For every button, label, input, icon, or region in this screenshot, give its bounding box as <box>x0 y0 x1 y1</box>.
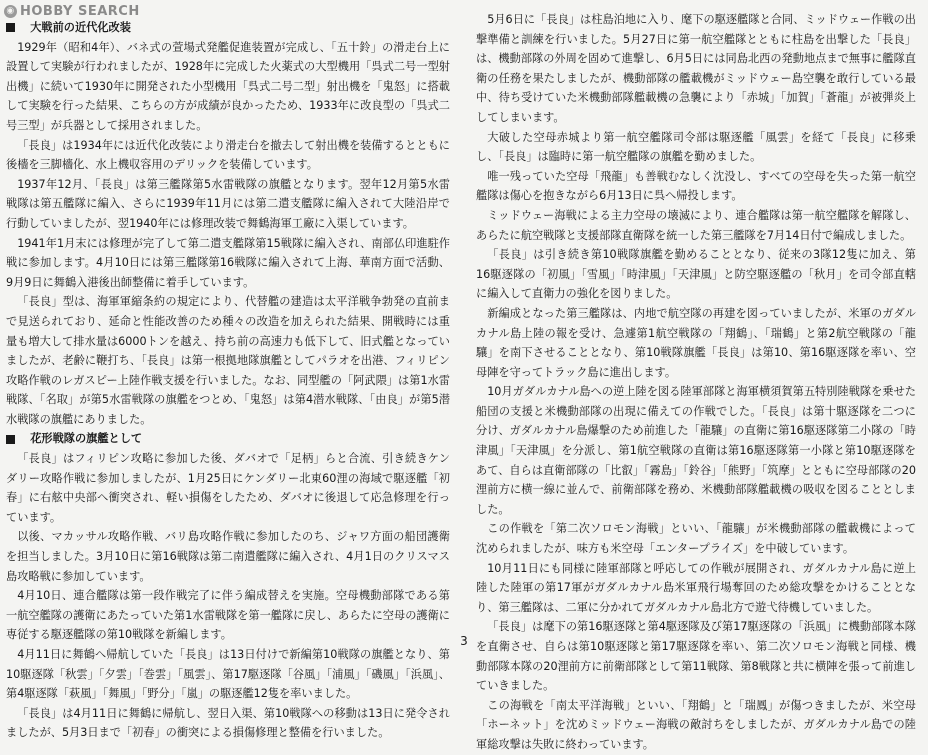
left-column <box>6 18 450 740</box>
paragraph: 1929年（昭和4年）、バネ式の萱場式発艦促進装置が完成し、「五十鈴」の滑走台上に設置して実験が行われましたが、1928年に完成した火薬式の大型機用「呉式二号一型射出機」に続いて1930年に開発された小型機用「呉式二号二型」射出機を「鬼怒」に搭載して実験を行った結果、こちらの方が成績が良かったため、1933年に改良型の「呉式二号三型」が兵器として採用されました。 <box>6 40 450 132</box>
paragraph: 新編成となった第三艦隊は、内地で航空隊の再建を図っていましたが、米軍のガダルカナル島上陸の報を受け、急遽第1航空戦隊の「翔鶴」、「瑞鶴」と第2航空戦隊の「龍驤」を南下させることとなり、第10戦隊旗艦「長良」は第10、第16駆逐隊を率い、空母陣を守ってトラック島に進出します。 <box>476 306 916 379</box>
paragraph: 4月11日に舞鶴へ帰航していた「長良」は13日付けで新編第10戦隊の旗艦となり、第10駆逐隊「秋雲」「夕雲」「巻雲」「風雲」、第17駆逐隊「谷風」「浦風」「磯風」「浜風」、第4駆逐隊「萩風」「舞風」「野分」「嵐」の駆逐艦12隻を率いました。 <box>6 648 450 701</box>
paragraph: 大破した空母赤城より第一航空艦隊司令部は駆逐艦「風雲」を経て「長良」に移乗し、「長良」は臨時に第一航空艦隊の旗艦を勤めました。 <box>476 130 916 164</box>
logo-icon: ◉ <box>4 5 17 18</box>
paragraph: ミッドウェー海戦による主力空母の壊滅により、連合艦隊は第一航空艦隊を解隊し、あらたに航空戦隊と支援部隊直衛隊を統一した第三艦隊を7月14日付で編成しました。 <box>476 208 916 242</box>
logo-text: HOBBY SEARCH <box>20 3 140 19</box>
paragraph: 「長良」は4月11日に舞鶴に帰航し、翌日入渠、第10戦隊への移動は13日に発令されましたが、5月3日まで「初春」の衝突による損傷修理と整備を行いました。 <box>6 706 450 740</box>
section-heading: 花形戦隊の旗艦として <box>6 429 450 449</box>
paragraph: 10月ガダルカナル島への逆上陸を図る陸軍部隊と海軍横須賀第五特別陸戦隊を乗せた船団の支援と米機動部隊の出現に備えての作戦でした。「長良」は第十駆逐隊を二つに分け、ガダルカナル島爆撃のため前進した「龍驤」の直衛に第16駆逐隊第二小隊の「時津風」「天津風」を分派し、第1航空戦隊の直衛は第16駆逐隊第一小隊と第10駆逐隊をあて、自らは直衛部隊の「比叡」「霧島」「鈴谷」「熊野」「筑摩」とともに空母部隊の20浬前方に横一線に並んで、前衛部隊を務め、米機動部隊艦載機の吸収を図ることとしました。 <box>476 385 916 516</box>
section-heading: 大戦前の近代化改装 <box>6 18 450 38</box>
right-column <box>476 10 916 751</box>
paragraph: 1941年1月末には修理が完了して第二遣支艦隊第15戦隊に編入され、南部仏印進駐作戦に参加します。4月10日には第三艦隊第16戦隊に編入されて上海、華南方面で活動、9月9日に舞鶴入港後出師整備に着手しています。 <box>6 236 450 289</box>
square-bullet-icon <box>6 23 15 32</box>
paragraph: 4月10日、連合艦隊は第一段作戦完了に伴う編成替えを実施。空母機動部隊である第一航空艦隊の護衛にあたっていた第1水雷戦隊を第一艦隊に戻し、あらたに空母の護衛に専従する駆逐艦隊の第10戦隊を新編します。 <box>6 589 450 642</box>
paragraph: 唯一残っていた空母「飛龍」も善戦むなしく沈没し、すべての空母を失った第一航空艦隊は傷心を抱きながら6月13日に呉へ帰投します。 <box>476 169 916 203</box>
paragraph: 10月11日にも同様に陸軍部隊と呼応しての作戦が展開され、ガダルカナル島に逆上陸した陸軍の第17軍がガダルカナル島米軍飛行場奪回のため総攻撃をかけることとなり、第三艦隊は、二軍に分かれてガダルカナル島北方で遊弋待機していました。 <box>476 561 916 614</box>
paragraph: 「長良」は引き続き第10戦隊旗艦を勤めることとなり、従来の3隊12隻に加え、第16駆逐隊の「初風」「雪風」「時津風」「天津風」と防空駆逐艦の「秋月」を司令部直轄に編入して直衛力の強化を図りました。 <box>476 248 916 301</box>
square-bullet-icon <box>6 435 15 444</box>
paragraph: 「長良」型は、海軍軍縮条約の規定により、代替艦の建造は太平洋戦争勃発の直前まで見送られており、延命と性能改善のため種々の改造を加えられた結果、開戦時には重量も増大して排水量は6000トンを越え、持ち前の高速力も低下して、旧式艦となっていましたが、老齢に鞭打ち、「長良」は第一根拠地隊旗艦としてパラオを出港、フィリピン攻略作戦のレガスピー上陸作戦支援を行いました。なお、同型艦の「阿武隈」は第1水雷戦隊、「名取」が第5水雷戦隊の旗艦をつとめ、「鬼怒」は第4潜水戦隊、「由良」が第5潜水戦隊の旗艦にありました。 <box>6 295 450 426</box>
paragraph: 5月6日に「長良」は柱島泊地に入り、麾下の駆逐艦隊と合同、ミッドウェー作戦の出撃準備と訓練を行いました。5月27日に第一航空艦隊とともに柱島を出撃した「長良」は、機動部隊の外周を固めて進撃し、6月5日には同島北西の発動地点まで無事に艦隊直衛の任務を果たしましたが、機動部隊の艦載機がミッドウェー島空襲を敢行している最中、待ち受けていた米機動部隊艦載機の急襲により「赤城」「加賀」「蒼龍」が被弾炎上してしまいます。 <box>476 13 916 124</box>
paragraph: この海戦を「南太平洋海戦」といい、「翔鶴」と「瑞鳳」が傷つきましたが、米空母「ホーネット」を沈めミッドウェー海戦の敵討ちをしましたが、ガダルカナル島での陸軍総攻撃は失敗に終わっています。 <box>476 698 916 751</box>
paragraph: 「長良」は麾下の第16駆逐隊と第4駆逐隊及び第17駆逐隊の「浜風」に機動部隊本隊を直衛させ、自らは第10駆逐隊と第17駆逐隊を率い、第二次ソロモン海戦と同様、機動部隊本隊の20浬前方に前衛部隊として第11戦隊、第8戦隊と共に横陣を張って前進していきました。 <box>476 620 916 693</box>
paragraph: この作戦を「第二次ソロモン海戦」といい、「龍驤」が米機動部隊の艦載機によって沈められましたが、味方も米空母「エンタープライズ」を中破しています。 <box>476 522 916 556</box>
paragraph: 「長良」はフィリピン攻略に参加した後、ダバオで「足柄」らと合流、引き続きケンダリー攻略作戦に参加しましたが、1月25日にケンダリー北東60浬の海域で駆逐艦「初春」に右舷中央部へ衝突され、軽い損傷をしたため、ダバオに後退して応急修理を行っています。 <box>6 452 450 524</box>
page-number: 3 <box>460 634 468 648</box>
paragraph: 「長良」は1934年には近代化改装により滑走台を撤去して射出機を装備するとともに後檣を三脚檣化、水上機収容用のデリックを装備しています。 <box>6 138 450 172</box>
paragraph: 以後、マカッサル攻略作戦、バリ島攻略作戦に参加したのち、ジャワ方面の船団護衛を担当しました。3月10日に第16戦隊は第二南遣艦隊に編入され、4月1日のクリスマス島攻略戦に参加しています。 <box>6 530 450 583</box>
paragraph: 1937年12月、「長良」は第三艦隊第5水雷戦隊の旗艦となります。翌年12月第5水雷戦隊は第五艦隊に編入、さらに1939年11月には第二遣支艦隊に編入されて大陸沿岸で行動していましたが、翌1940年には修理改装で舞鶴海軍工廠に入渠しています。 <box>6 177 450 230</box>
